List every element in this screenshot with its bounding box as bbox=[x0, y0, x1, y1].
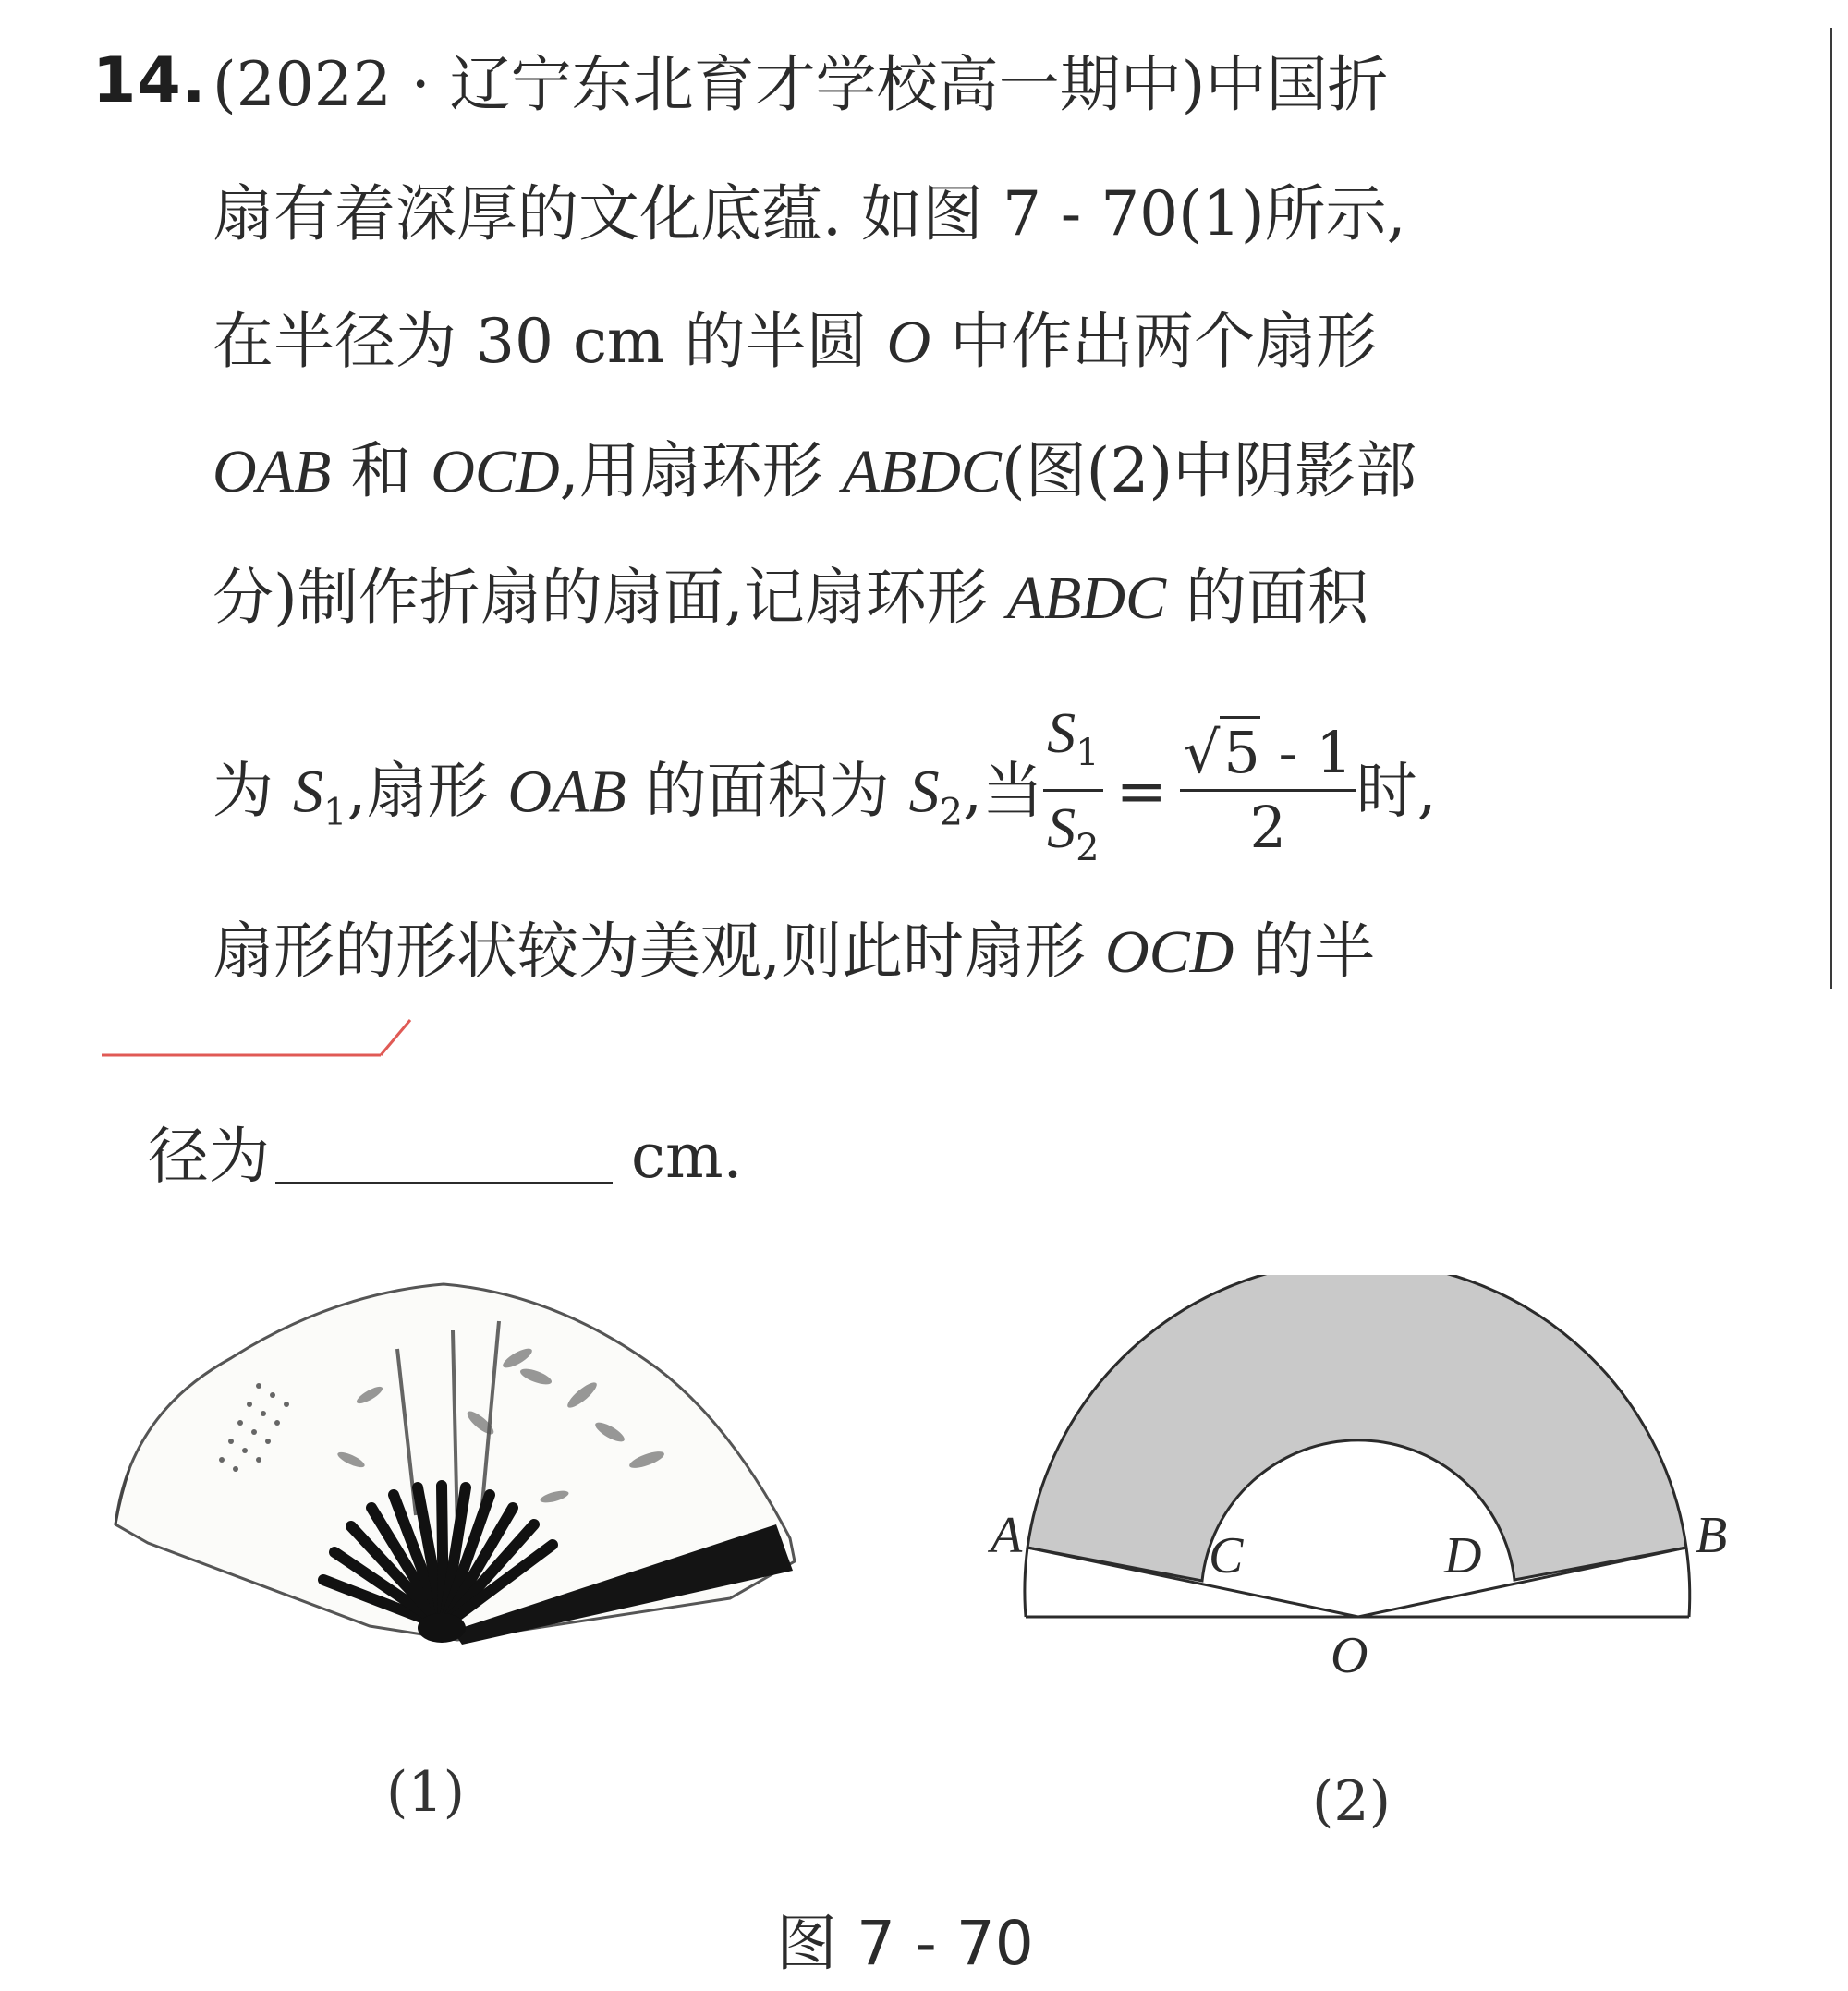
golden-ratio-fraction bbox=[1180, 717, 1356, 864]
question-text: 为 bbox=[213, 755, 293, 827]
math-symbol: S bbox=[292, 758, 323, 826]
question-text: 和 bbox=[331, 435, 432, 506]
question-source: (2022 · 辽宁东北育才学校高一期中)中国折 bbox=[213, 49, 1389, 120]
question-text: 的面积 bbox=[1166, 562, 1369, 633]
question-text: 中作出两个扇形 bbox=[930, 306, 1378, 377]
math-symbol: S bbox=[908, 758, 940, 826]
question-text: 扇有着深厚的文化底蕴. 如图 7 - 70(1)所示, bbox=[213, 178, 1406, 249]
column-rule bbox=[1830, 28, 1832, 989]
point-label-b: B bbox=[1696, 1507, 1728, 1564]
math-subscript: 1 bbox=[322, 791, 347, 834]
point-label-d: D bbox=[1444, 1527, 1482, 1584]
question-text: 的半 bbox=[1234, 916, 1376, 987]
math-symbol: ABDC bbox=[842, 438, 1002, 505]
question-line-1 bbox=[213, 48, 1783, 122]
equals-sign: = bbox=[1115, 755, 1167, 827]
subfigure-caption-2: (2) bbox=[1312, 1769, 1391, 1834]
question-line-7 bbox=[213, 915, 1783, 989]
question-text: 扇形的形状较为美观,则此时扇形 bbox=[213, 916, 1105, 987]
math-number: 2 bbox=[1249, 794, 1286, 861]
answer-blank[interactable] bbox=[275, 1126, 613, 1184]
question-text: ,用扇环形 bbox=[559, 435, 843, 506]
point-label-c: C bbox=[1209, 1527, 1244, 1584]
question-text: (图(2)中阴影部 bbox=[1001, 435, 1417, 506]
subfigure-caption-1: (1) bbox=[386, 1760, 465, 1825]
question-line-2 bbox=[213, 177, 1783, 251]
question-line-3 bbox=[213, 305, 1783, 380]
math-number: 5 bbox=[1220, 716, 1259, 786]
question-text: ,当 bbox=[963, 755, 1044, 827]
figure-caption: 图 7 - 70 bbox=[776, 1908, 1034, 1979]
math-symbol: OCD bbox=[431, 438, 560, 505]
question-line-5 bbox=[213, 561, 1783, 636]
math-symbol: ABDC bbox=[1006, 565, 1167, 632]
unit-text: cm. bbox=[631, 1121, 743, 1192]
question-text: 在半径为 30 cm 的半圆 bbox=[213, 306, 887, 377]
math-symbol: O bbox=[886, 309, 931, 376]
math-subscript: 2 bbox=[939, 791, 964, 834]
ratio-fraction bbox=[1043, 697, 1102, 884]
math-symbol: OAB bbox=[213, 438, 332, 505]
sqrt-sign: √ bbox=[1183, 719, 1221, 786]
math-symbol: S bbox=[1047, 797, 1076, 860]
question-text: ,扇形 bbox=[346, 755, 508, 827]
red-margin-mark bbox=[0, 0, 425, 1072]
point-label-a: A bbox=[991, 1507, 1023, 1564]
folding-fan-illustration bbox=[92, 1257, 813, 1663]
question-text: 径为 bbox=[148, 1121, 270, 1192]
question-text: 时, bbox=[1356, 755, 1437, 827]
question-line-6 bbox=[213, 702, 1783, 890]
math-number: - 1 bbox=[1259, 719, 1353, 786]
question-line-8 bbox=[148, 1120, 1719, 1194]
sector-diagram bbox=[979, 1275, 1737, 1700]
math-symbol: OAB bbox=[507, 758, 626, 826]
question-text: 分)制作折扇的扇面,记扇环形 bbox=[213, 562, 1007, 633]
point-label-o: O bbox=[1331, 1627, 1368, 1684]
question-text: 的面积为 bbox=[626, 755, 909, 827]
math-symbol: S bbox=[1047, 702, 1076, 765]
math-symbol: OCD bbox=[1104, 918, 1234, 986]
math-subscript: 1 bbox=[1076, 732, 1100, 774]
math-subscript: 2 bbox=[1076, 827, 1100, 869]
question-number: 14. bbox=[92, 44, 207, 117]
question-line-4 bbox=[213, 434, 1783, 509]
shaded-annulus-abdc bbox=[1027, 1275, 1686, 1581]
